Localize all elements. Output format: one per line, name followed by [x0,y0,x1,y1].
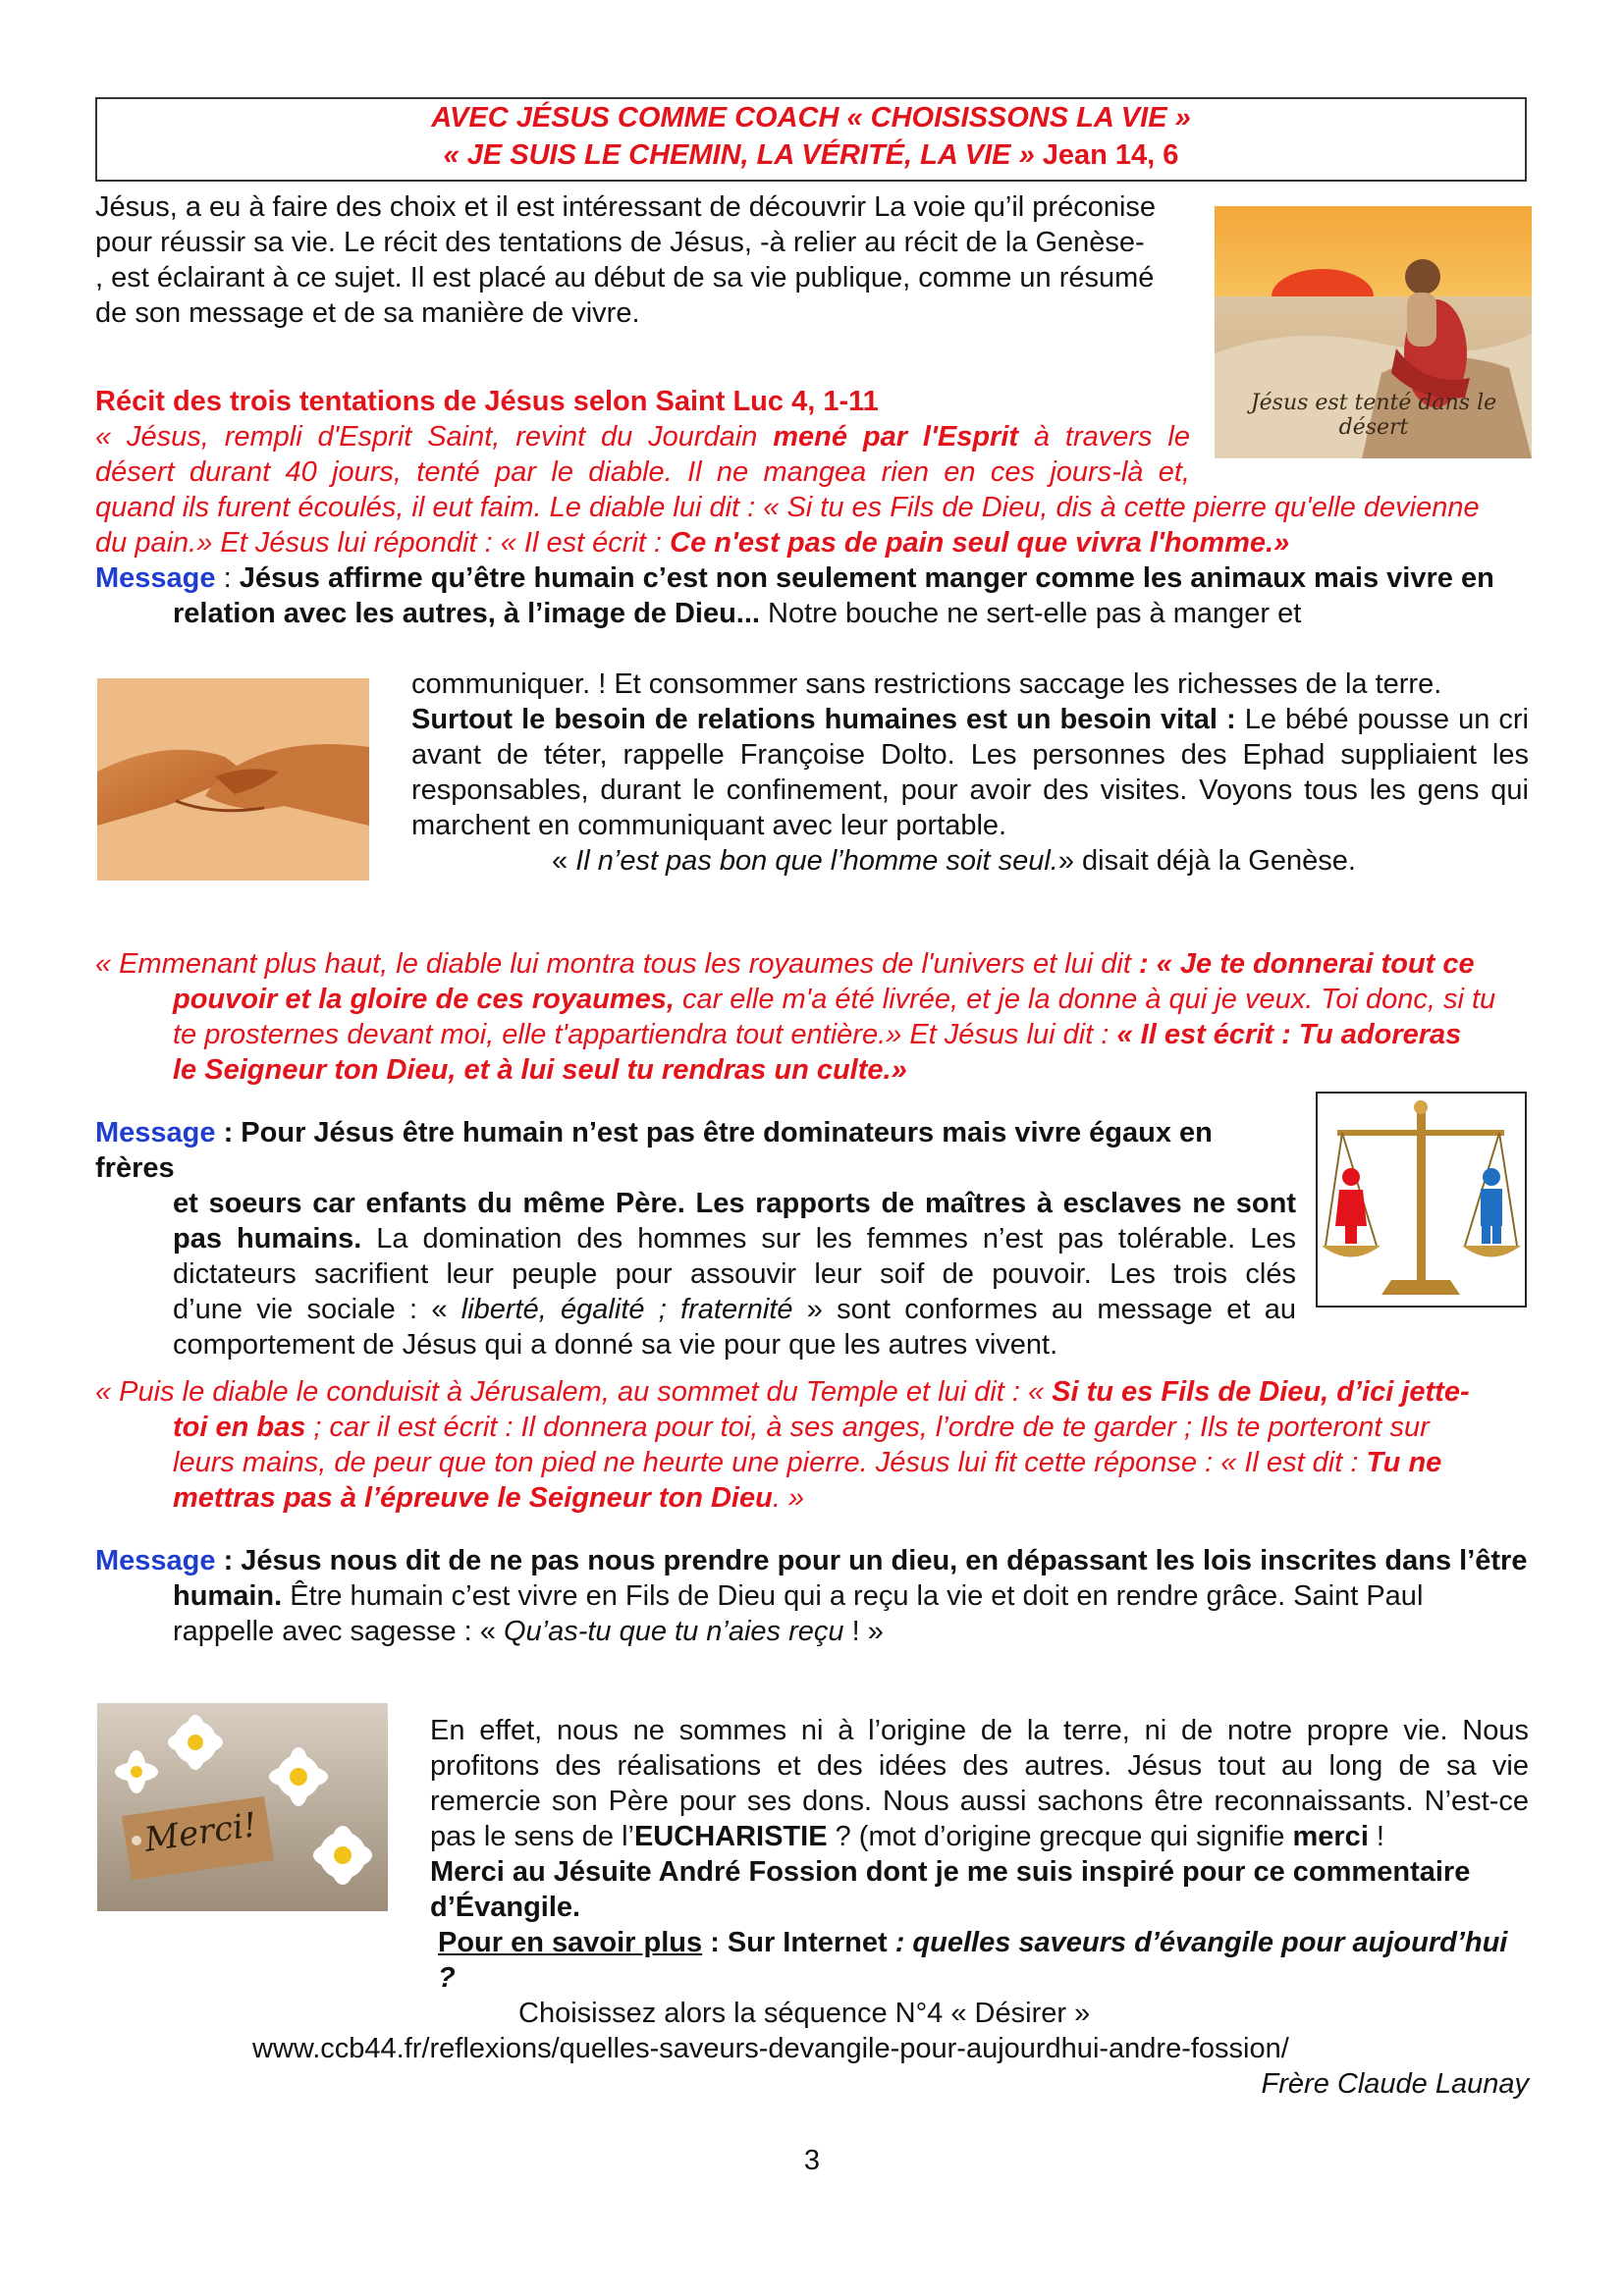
message-line: Message : Pour Jésus être humain n’est pas être dominateurs mais vivre égaux en frères [95,1117,1213,1184]
merci-image [97,1703,388,1911]
more-info-label: Pour en savoir plus [438,1927,703,1958]
quote-line: mettras pas à l’épreuve le Seigneur ton Dieu. » [173,1482,805,1514]
quote-line: quand ils furent écoulés, il eut faim. Le diable lui dit : « Si tu es Fils de Dieu, dis à cette pierre qu'elle devienne [95,492,1480,523]
message-line: Surtout le besoin de relations humaines est un besoin vital : Le bébé pousse un cri [411,704,1529,735]
title-line-1: AVEC JÉSUS COMME COACH « CHOISISSONS LA VIE » [431,102,1191,133]
closing-line: pas le sens de l’EUCHARISTIE ? (mot d’origine grecque qui signifie merci ! [430,1821,1384,1852]
quote-line: te prosternes devant moi, elle t'appartiendra tout entière.» Et Jésus lui dit : « Il est écrit : Tu adoreras [173,1019,1462,1050]
section1-quote-cont [95,490,1529,561]
desert-caption: Jésus est tenté dans le désert [1250,391,1497,440]
intro-line: Jésus, a eu à faire des choix et il est intéressant de découvrir La voie qu’il préconise [95,191,1157,223]
message-line: relation avec les autres, à l’image de Dieu... Notre bouche ne sert-elle pas à manger et [173,598,1302,629]
thanks-line: d’Évangile. [430,1892,581,1923]
message-line: pas humains. La domination des hommes sur les femmes n’est pas tolérable. Les [173,1223,1296,1255]
quote-line: « Jésus, rempli d'Esprit Saint, revint du Jourdain mené par l'Esprit à travers le [95,421,1190,453]
message-line: Message : Jésus affirme qu’être humain c’est non seulement manger comme les animaux mais vivre en [95,562,1494,594]
section2-quote [95,946,1529,1088]
message-line: rappelle avec sagesse : « Qu’as-tu que tu n’aies reçu ! » [173,1616,884,1647]
message-line: responsables, durant le confinement, pour avoir des visites. Voyons tous les gens qui [411,774,1529,806]
title-quote: « JE SUIS LE CHEMIN, LA VÉRITÉ, LA VIE » [443,139,1035,171]
section1-message [95,561,1529,631]
intro-line: pour réussir sa vie. Le récit des tentations de Jésus, -à relier au récit de la Genèse- [95,227,1145,258]
message-line: « Il n’est pas bon que l’homme soit seul.» disait déjà la Genèse. [552,845,1356,877]
page-number: 3 [803,2145,821,2176]
intro-paragraph [95,189,1190,331]
section1-heading: Récit des trois tentations de Jésus selon Saint Luc 4, 1-11 [95,386,879,417]
message-label: Message [95,1117,216,1148]
section3-message [95,1543,1529,1649]
message-line: d’une vie sociale : « liberté, égalité ; fraternité » sont conformes au message et au [173,1294,1296,1325]
message-line: humain. Être humain c’est vivre en Fils de Dieu qui a reçu la vie et doit en rendre grâce. Saint Paul [173,1580,1424,1612]
message-line: et soeurs car enfants du même Père. Les rapports de maîtres à esclaves ne sont [173,1188,1296,1219]
closing-line: En effet, nous ne sommes ni à l’origine de la terre, ni de notre propre vie. Nous [430,1715,1529,1746]
quote-line: « Emmenant plus haut, le diable lui montra tous les royaumes de l'univers et lui dit : « Je te donnerai tout ce [95,948,1475,980]
section1-quote [95,419,1190,490]
quote-line: le Seigneur ton Dieu, et à lui seul tu rendras un culte.» [173,1054,907,1086]
closing-line: profitons des réalisations et des idées des autres. Jésus tout au long de sa vie [430,1750,1529,1782]
quote-line: toi en bas ; car il est écrit : Il donnera pour toi, à ses anges, l’ordre de te garder ; Ils te porteront sur [173,1412,1430,1443]
message-line: communiquer. ! Et consommer sans restrictions saccage les richesses de la terre. [411,668,1442,700]
quote-line: leurs mains, de peur que ton pied ne heurte une pierre. Jésus lui fit cette réponse : « Il est dit : Tu ne [173,1447,1442,1478]
quote-line: « Puis le diable le conduisit à Jérusalem, au sommet du Temple et lui dit : « Si tu es Fils de Dieu, d’ici jette- [95,1376,1470,1408]
choose-sequence: Choisissez alors la séquence N°4 « Désirer » [518,1998,1091,2029]
title-reference: Jean 14, 6 [1042,139,1179,171]
section3-quote [95,1374,1529,1516]
handshake-image [97,678,369,881]
message-line: comportement de Jésus qui a donné sa vie pour que les autres vivent. [173,1329,1058,1361]
message-line: avant de téter, rappelle Françoise Dolto. Les personnes des Ephad suppliaient les [411,739,1529,771]
desert-image [1215,206,1532,458]
message-label: Message [95,1545,216,1576]
quote-line: pouvoir et la gloire de ces royaumes, car elle m'a été livrée, et je la donne à qui je veux. Toi donc, si tu [173,984,1496,1015]
message-label: Message [95,562,216,594]
section1-message-cont [411,667,1529,879]
section2-message [95,1115,1296,1362]
message-line: dictateurs sacrifient leur peuple pour assouvir leur soif de pouvoir. Les trois clés [173,1258,1296,1290]
title-box [95,97,1527,182]
thanks-line: Merci au Jésuite André Fossion dont je me suis inspiré pour ce commentaire [430,1856,1471,1888]
more-info-line: Pour en savoir plus : Sur Internet : quelles saveurs d’évangile pour aujourd’hui ? [438,1927,1508,1994]
author-signature: Frère Claude Launay [1261,2068,1529,2100]
intro-line: de son message et de sa manière de vivre. [95,297,640,329]
intro-line: , est éclairant à ce sujet. Il est placé au début de sa vie publique, comme un résumé [95,262,1155,294]
website-link[interactable]: www.ccb44.fr/reflexions/quelles-saveurs-devangile-pour-aujourdhui-andre-fossion/ [252,2033,1289,2064]
merci-label: Merci! [141,1805,260,1860]
scales-image [1316,1092,1527,1308]
quote-line: du pain.» Et Jésus lui répondit : « Il est écrit : Ce n'est pas de pain seul que vivra l'homme.» [95,527,1290,559]
closing-paragraph [430,1713,1529,1996]
message-line: marchent en communiquant avec leur portable. [411,810,1007,841]
title-line-2 [97,136,1525,174]
closing-line: remercie son Père pour ses dons. Nous aussi sachons être reconnaissants. N’est-ce [430,1786,1529,1817]
message-line: Message : Jésus nous dit de ne pas nous prendre pour un dieu, en dépassant les lois inscrites dans l’être [95,1545,1528,1576]
quote-line: désert durant 40 jours, tenté par le diable. Il ne mangea rien en ces jours-là et, [95,456,1190,488]
